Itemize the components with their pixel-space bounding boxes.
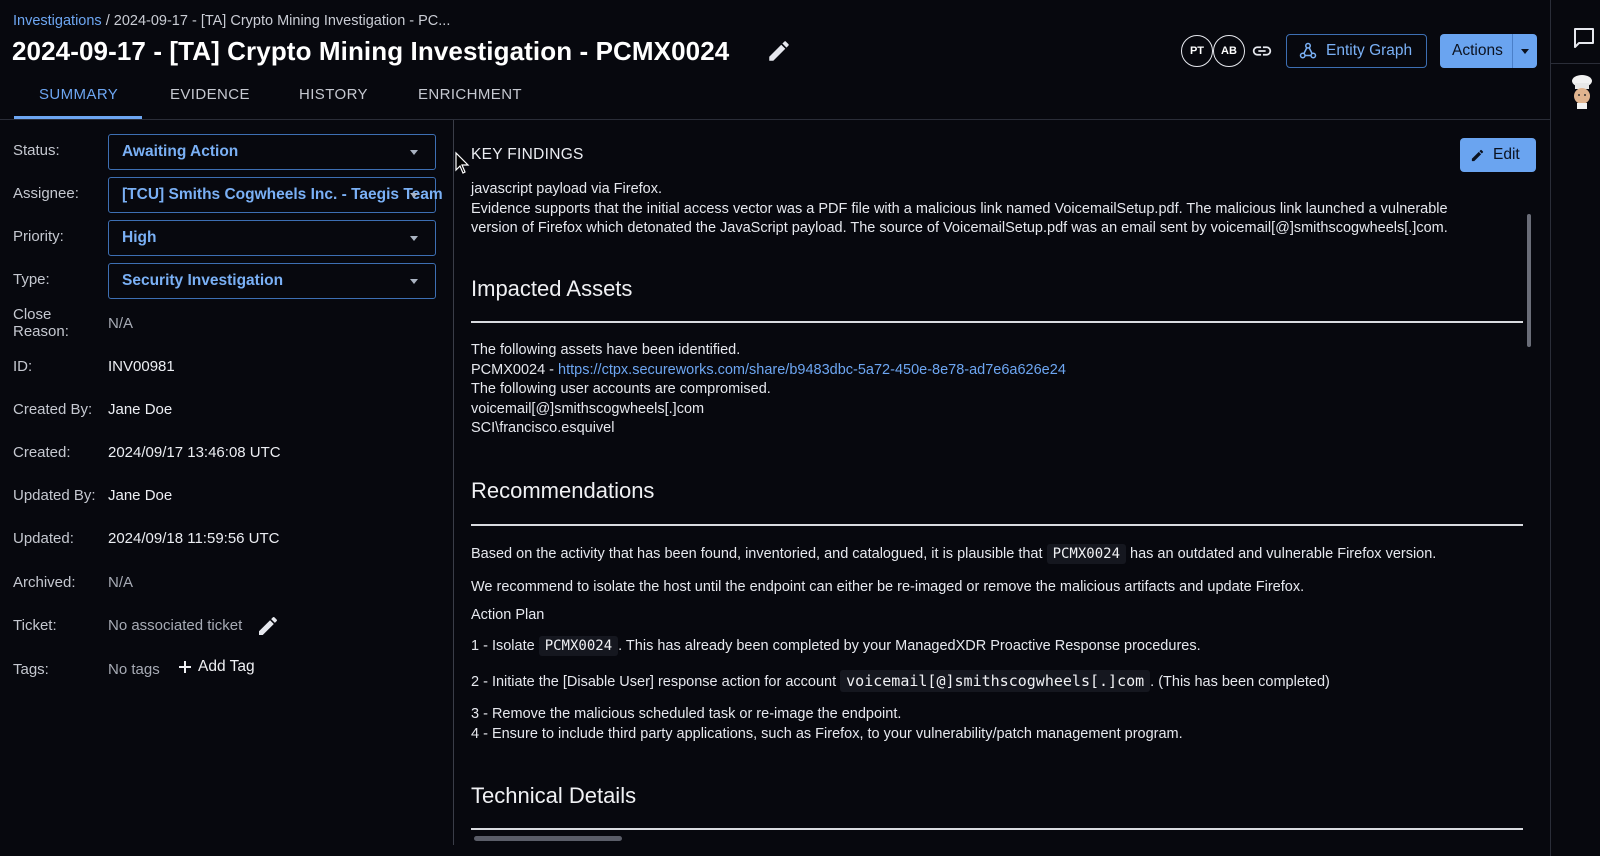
assignee-value: [TCU] Smiths Cogwheels Inc. - Taegis Team bbox=[122, 186, 443, 203]
accounts-intro: The following user accounts are compromised. bbox=[471, 381, 771, 397]
ticket-label: Ticket: bbox=[13, 617, 57, 634]
action-step-2 bbox=[471, 672, 1330, 690]
section-rule bbox=[471, 828, 1523, 830]
updated-value: 2024/09/18 11:59:56 UTC bbox=[108, 530, 280, 547]
intro-line: javascript payload via Firefox. bbox=[471, 181, 662, 197]
id-value: INV00981 bbox=[108, 358, 175, 375]
caret-down-icon bbox=[410, 236, 418, 241]
action-step-1 bbox=[471, 638, 1201, 654]
tab-evidence[interactable]: EVIDENCE bbox=[170, 86, 250, 103]
key-findings-title: KEY FINDINGS bbox=[471, 146, 584, 163]
entity-graph-label: Entity Graph bbox=[1326, 42, 1413, 59]
impacted-assets-body bbox=[471, 341, 1531, 439]
caret-down-icon[interactable] bbox=[1521, 49, 1529, 54]
asset-share-link[interactable]: https://ctpx.secureworks.com/share/b9483dbc-5a72-450e-8e78-ad7e6a626e24 bbox=[558, 361, 1066, 378]
tab-history[interactable]: HISTORY bbox=[299, 86, 368, 103]
updated-by-label: Updated By: bbox=[13, 487, 96, 504]
plus-icon bbox=[178, 660, 192, 674]
rail-divider bbox=[1550, 0, 1551, 856]
close-reason-label bbox=[13, 306, 69, 340]
status-select[interactable] bbox=[108, 134, 436, 170]
edit-label: Edit bbox=[1493, 146, 1520, 163]
close-reason-label-line1: Close bbox=[13, 306, 52, 323]
text-span: . This has already been completed by your ManagedXDR Proactive Response procedures. bbox=[618, 638, 1201, 654]
tags-label: Tags: bbox=[13, 661, 49, 678]
compromised-account: voicemail[@]smithscogwheels[.]com bbox=[471, 400, 705, 417]
ticket-value: No associated ticket bbox=[108, 617, 243, 634]
asset-line bbox=[471, 361, 1531, 381]
caret-down-icon bbox=[410, 193, 418, 198]
section-rule bbox=[471, 524, 1523, 526]
close-reason-label-line2: Reason: bbox=[13, 323, 69, 340]
caret-down-icon bbox=[410, 279, 418, 284]
copy-link-icon[interactable] bbox=[1250, 40, 1274, 62]
status-label: Status: bbox=[13, 142, 60, 159]
updated-label: Updated: bbox=[13, 530, 74, 547]
panel-divider bbox=[453, 120, 454, 845]
tab-enrichment[interactable]: ENRICHMENT bbox=[418, 86, 522, 103]
page-title: 2024-09-17 - [TA] Crypto Mining Investigation - PCMX0024 bbox=[12, 36, 730, 66]
graph-icon bbox=[1299, 42, 1317, 60]
add-tag-button[interactable] bbox=[178, 658, 255, 676]
actions-button[interactable] bbox=[1440, 34, 1537, 68]
id-label: ID: bbox=[13, 358, 33, 375]
vertical-scrollbar[interactable] bbox=[1527, 214, 1531, 347]
section-rule bbox=[471, 321, 1523, 323]
priority-value: High bbox=[122, 229, 157, 246]
caret-down-icon bbox=[410, 150, 418, 155]
edit-button[interactable] bbox=[1460, 138, 1536, 172]
assignee-label: Assignee: bbox=[13, 185, 79, 202]
intro-line: Evidence supports that the initial access vector was a PDF file with a malicious link named VoicemailSetup.pdf. The malicious link launched a vulnerable bbox=[471, 200, 1448, 217]
type-label: Type: bbox=[13, 271, 50, 288]
impacted-intro: The following assets have been identified. bbox=[471, 342, 741, 358]
text-span: has an outdated and vulnerable Firefox version. bbox=[1126, 546, 1437, 562]
created-label: Created: bbox=[13, 444, 71, 461]
priority-label: Priority: bbox=[13, 228, 64, 245]
rail-separator bbox=[1551, 63, 1600, 64]
actions-split-divider bbox=[1512, 34, 1513, 68]
breadcrumb-separator: / bbox=[101, 13, 114, 29]
text-span: Based on the activity that has been found, inventoried, and catalogued, it is plausible that bbox=[471, 546, 1047, 562]
breadcrumb bbox=[13, 13, 450, 29]
edit-title-pencil-icon[interactable] bbox=[766, 38, 792, 64]
type-value: Security Investigation bbox=[122, 272, 284, 289]
intro-line: version of Firefox which detonated the JavaScript payload. The source of VoicemailSetup.pdf was an email sent by voicemail[@]smithscogwheels[.]com. bbox=[471, 220, 1448, 236]
inline-code: voicemail[@]smithscogwheels[.]com bbox=[840, 670, 1150, 692]
action-plan-label: Action Plan bbox=[471, 607, 545, 623]
text-span: 2 - Initiate the [Disable User] response action for account bbox=[471, 674, 841, 690]
text-span: . (This has been completed) bbox=[1150, 674, 1330, 690]
type-select[interactable] bbox=[108, 263, 436, 299]
horizontal-scrollbar[interactable] bbox=[474, 836, 622, 841]
recommendation-paragraph-1 bbox=[471, 546, 1436, 562]
actions-label: Actions bbox=[1452, 42, 1503, 59]
recommendation-paragraph-2: We recommend to isolate the host until the endpoint can either be re-imaged or remove the malicious artifacts and update Firefox. bbox=[471, 579, 1305, 595]
mouse-cursor-icon bbox=[455, 152, 469, 174]
action-step-3: 3 - Remove the malicious scheduled task or re-image the endpoint. bbox=[471, 706, 902, 722]
technical-details-heading: Technical Details bbox=[471, 783, 637, 808]
created-value: 2024/09/17 13:46:08 UTC bbox=[108, 444, 281, 461]
compromised-account: SCI\francisco.esquivel bbox=[471, 420, 615, 436]
action-step-4: 4 - Ensure to include third party applications, such as Firefox, to your vulnerability/patch management program. bbox=[471, 726, 1183, 742]
updated-by-value: Jane Doe bbox=[108, 487, 173, 504]
close-reason-value: N/A bbox=[108, 315, 134, 332]
asset-name: PCMX0024 - bbox=[471, 361, 559, 378]
findings-intro bbox=[471, 180, 1531, 239]
inline-code: PCMX0024 bbox=[539, 636, 618, 656]
assignee-select[interactable] bbox=[108, 177, 443, 213]
breadcrumb-investigations-link[interactable]: Investigations bbox=[13, 13, 102, 29]
created-by-value: Jane Doe bbox=[108, 401, 173, 418]
impacted-assets-heading: Impacted Assets bbox=[471, 276, 633, 301]
tags-value: No tags bbox=[108, 661, 160, 678]
edit-ticket-pencil-icon[interactable] bbox=[256, 614, 280, 638]
tab-summary[interactable]: SUMMARY bbox=[39, 86, 119, 103]
archived-value: N/A bbox=[108, 574, 134, 591]
priority-select[interactable] bbox=[108, 220, 436, 256]
inline-code: PCMX0024 bbox=[1047, 544, 1126, 564]
header-divider bbox=[0, 119, 1550, 120]
text-span: 1 - Isolate bbox=[471, 638, 539, 654]
chat-icon[interactable] bbox=[1572, 26, 1596, 50]
created-by-label: Created By: bbox=[13, 401, 93, 418]
breadcrumb-current: 2024-09-17 - [TA] Crypto Mining Investigation - PC... bbox=[113, 13, 451, 29]
add-tag-label: Add Tag bbox=[198, 658, 255, 675]
status-value: Awaiting Action bbox=[122, 143, 239, 160]
archived-label: Archived: bbox=[13, 574, 76, 591]
pencil-icon bbox=[1470, 148, 1485, 163]
entity-graph-button[interactable] bbox=[1286, 34, 1427, 68]
assistant-chef-avatar-icon[interactable] bbox=[1568, 73, 1596, 109]
avatar-ab[interactable]: AB bbox=[1213, 35, 1245, 67]
avatar-pt[interactable]: PT bbox=[1181, 35, 1213, 67]
recommendations-heading: Recommendations bbox=[471, 478, 655, 503]
